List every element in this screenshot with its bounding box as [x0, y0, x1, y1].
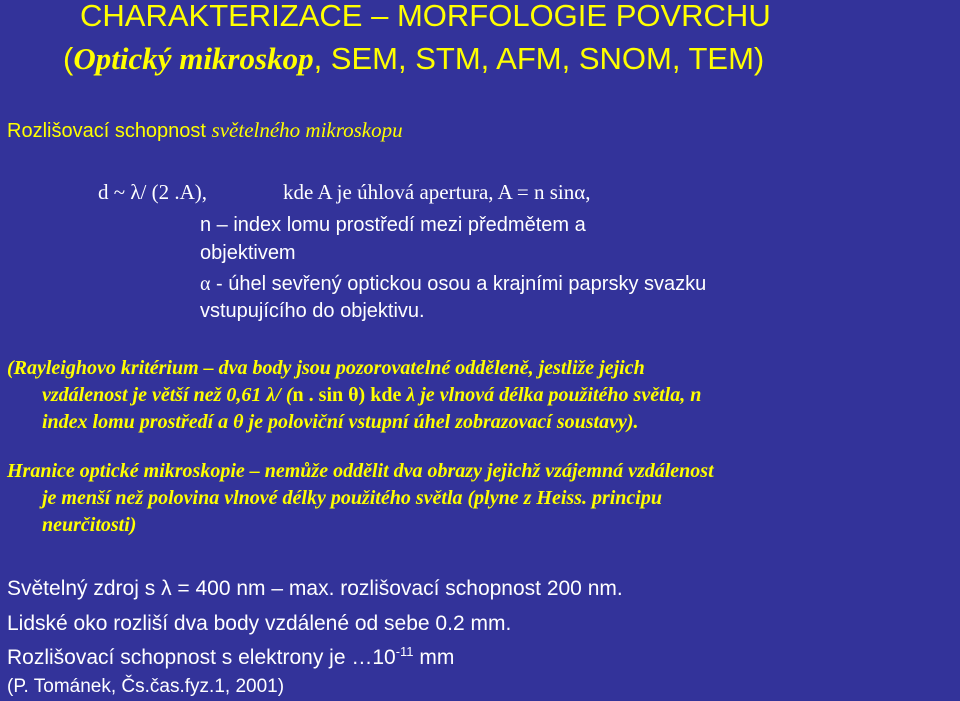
limit-line1: Hranice optické mikroskopie – nemůže oddělit dva obrazy jejichž vzájemná vzdálenost	[7, 460, 714, 482]
citation: (P. Tománek, Čs.čas.fyz.1, 2001)	[7, 676, 285, 697]
fact-light-source: Světelný zdroj s λ = 400 nm – max. rozlišovací schopnost 200 nm.	[7, 577, 623, 600]
rayleigh-line1: (Rayleighovo kritérium – dva body jsou pozorovatelné odděleně, jestliže jejich	[7, 357, 645, 379]
title-line-1: CHARAKTERIZACE – MORFOLOGIE POVRCHU	[80, 0, 771, 33]
definition-alpha-line2: vstupujícího do objektivu.	[200, 300, 425, 322]
limit-line2: je menší než polovina vlnové délky použitého světla (plyne z Heiss. principu	[42, 487, 662, 509]
rayleigh-line3: index lomu prostředí a θ je poloviční vstupní úhel zobrazovací soustavy).	[42, 411, 639, 433]
electron-exponent: -11	[395, 644, 414, 659]
title-rest: , SEM, STM, AFM, SNOM, TEM)	[313, 41, 765, 76]
definition-n-line2: objektivem	[200, 242, 296, 264]
alpha-text: - úhel sevřený optickou osou a krajními paprsky svazku	[210, 273, 707, 295]
formula-where	[283, 180, 590, 205]
resolution-heading	[7, 118, 403, 143]
rayleigh-line2	[42, 384, 701, 407]
title-open-paren: (	[63, 41, 74, 76]
rayleigh-line2-a: vzdálenost je větší než 0,61 λ/ (	[42, 384, 293, 406]
fact-human-eye: Lidské oko rozliší dva body vzdálené od sebe 0.2 mm.	[7, 612, 512, 635]
title-italic: Optický mikroskop	[73, 41, 314, 76]
electron-prefix: Rozlišovací schopnost s elektrony je …10	[7, 646, 396, 669]
electron-unit: mm	[413, 646, 455, 669]
definition-alpha-line1	[200, 273, 706, 296]
resolution-heading-prefix: Rozlišovací schopnost	[7, 120, 212, 142]
fact-electron-resolution	[7, 644, 454, 670]
alpha-symbol: α	[200, 273, 211, 295]
page-title	[80, 0, 771, 35]
definition-n-line1: n – index lomu prostředí mezi předmětem a	[200, 214, 586, 236]
formula-expr: d ~ λ/ (2 .A),	[98, 180, 208, 204]
limit-line3: neurčitosti)	[42, 514, 137, 536]
formula-where-text: kde A je úhlová apertura, A = n sinα,	[283, 180, 591, 204]
page-subtitle	[63, 40, 764, 78]
formula-expression	[98, 180, 207, 205]
rayleigh-line2-b: n . sin θ) kde	[292, 384, 402, 406]
resolution-heading-italic: světelného mikroskopu	[211, 118, 403, 142]
rayleigh-line2-c: λ je vlnová délka použitého světla, n	[401, 384, 702, 406]
